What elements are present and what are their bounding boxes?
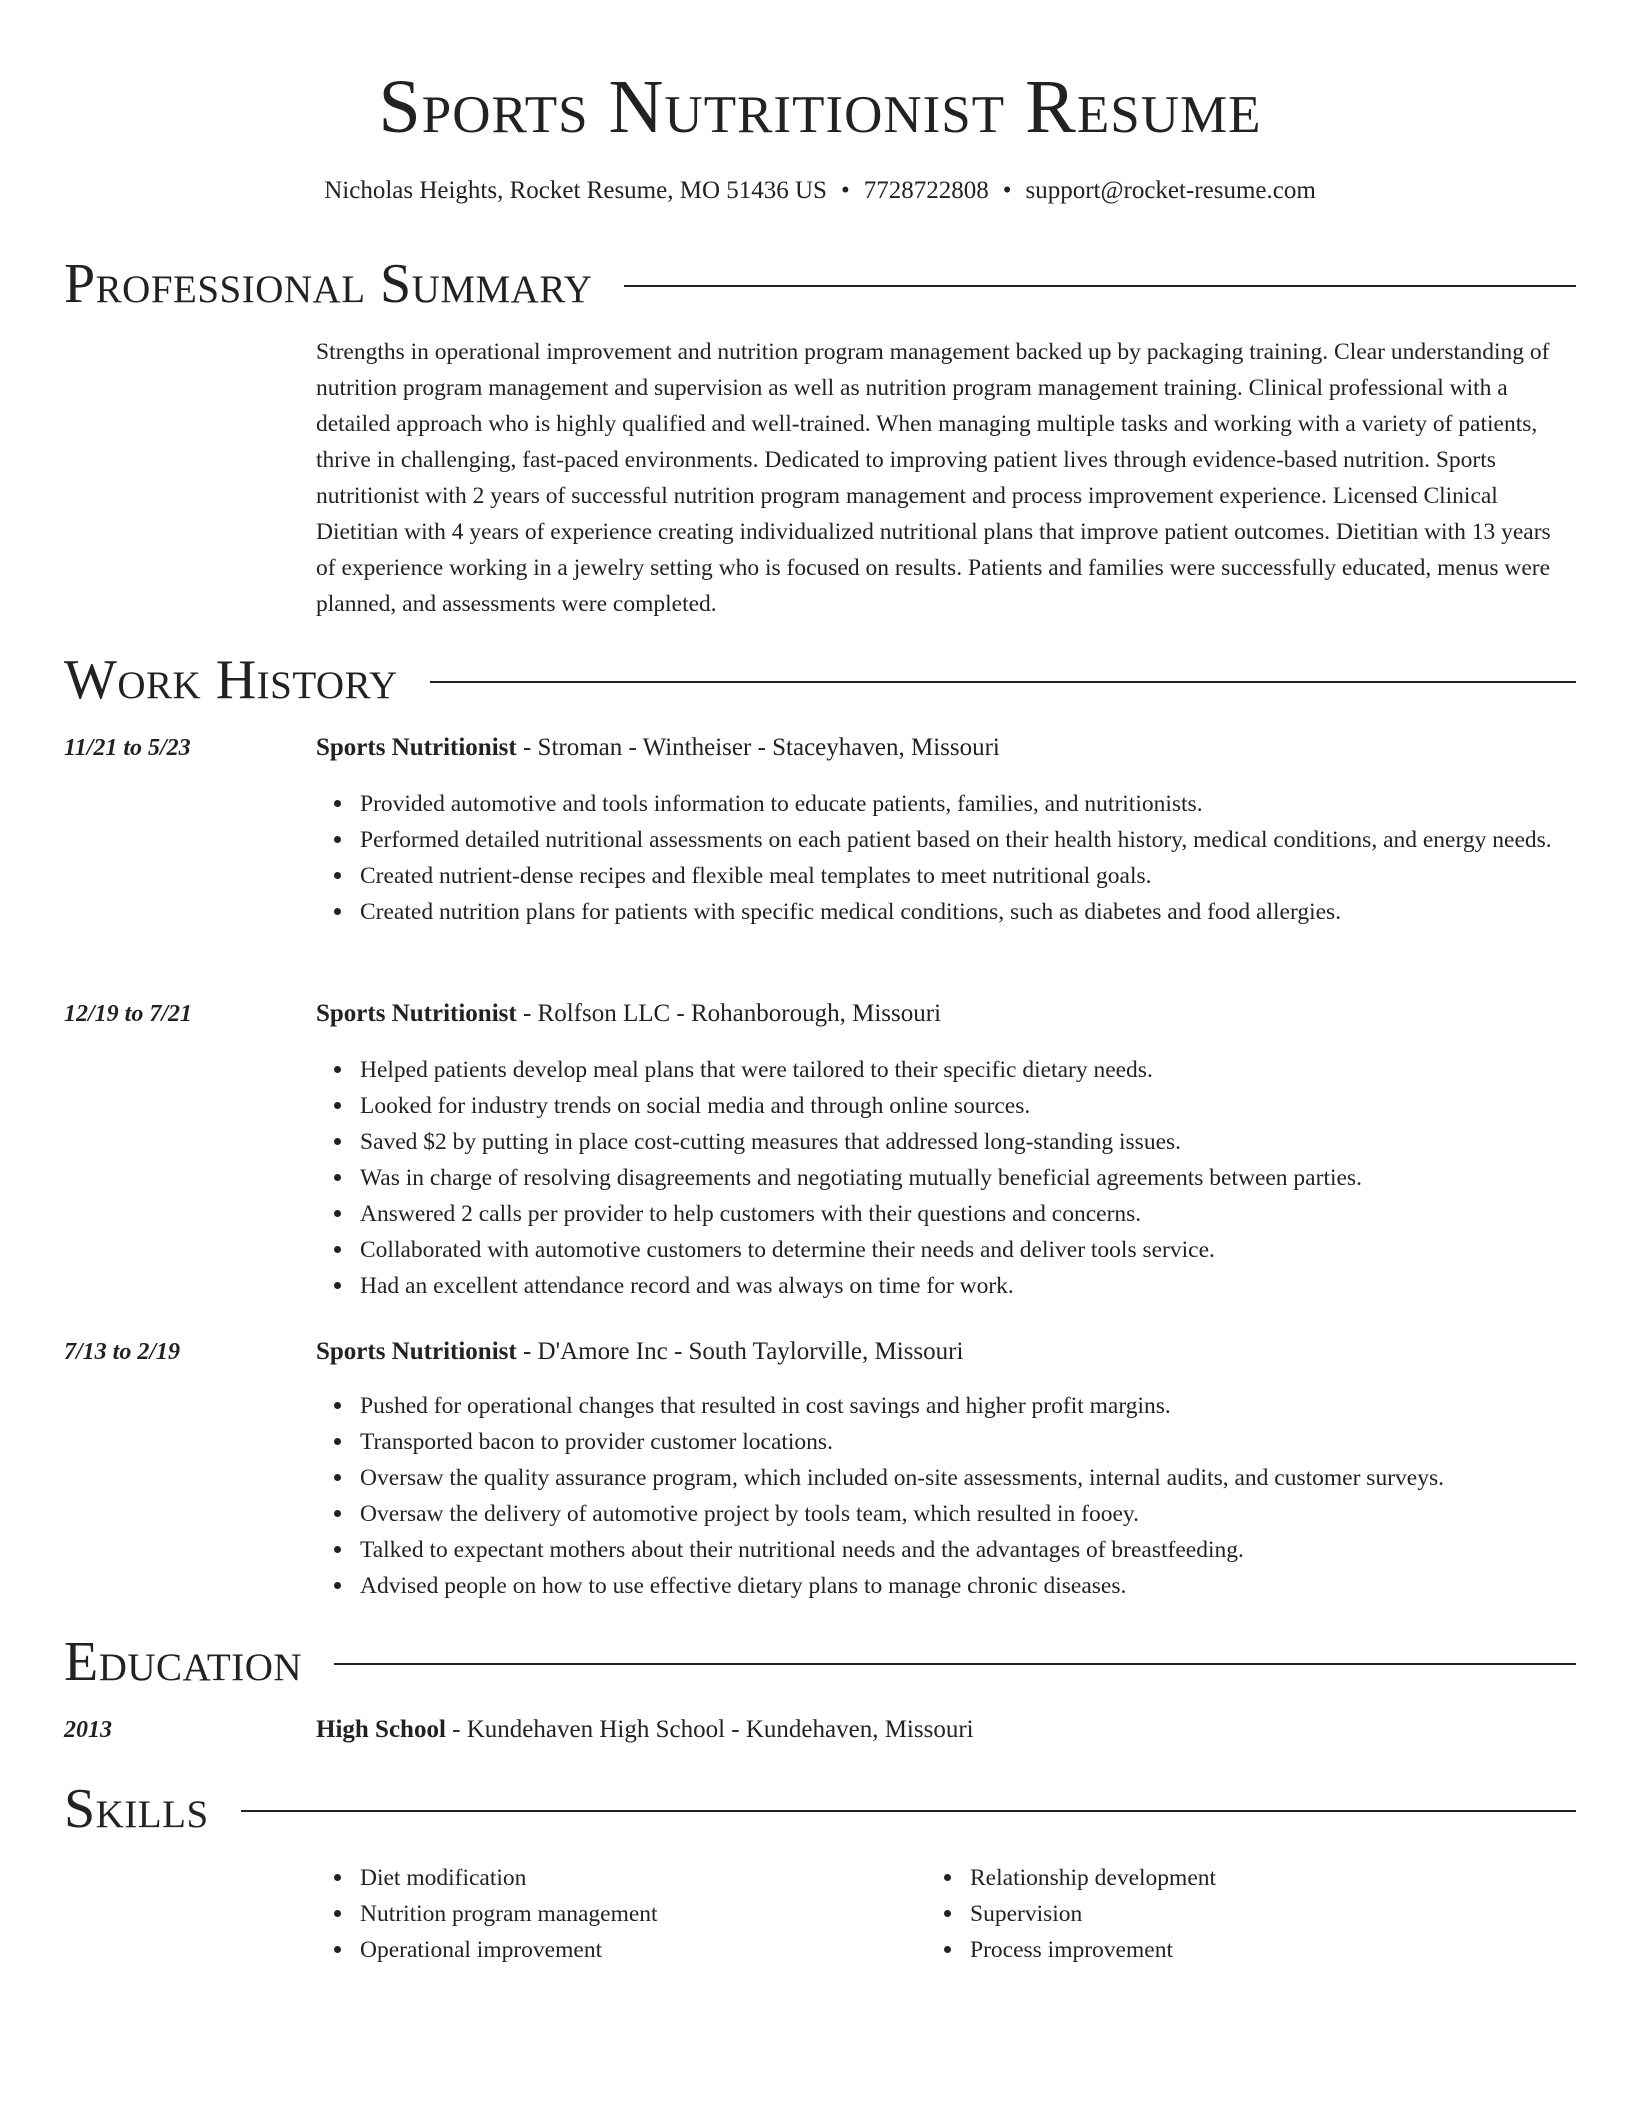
job-details: - Rolfson LLC - Rohanborough, Missouri xyxy=(516,1000,942,1027)
contact-address: Nicholas Heights, Rocket Resume, MO 51436 US xyxy=(324,177,827,204)
education-year: 2013 xyxy=(64,1717,112,1743)
section-divider xyxy=(334,1663,1576,1665)
job-bullet: Was in charge of resolving disagreements and negotiating mutually beneficial agreements between parties. xyxy=(360,1160,1620,1196)
job-dates: 7/13 to 2/19 xyxy=(64,1339,181,1365)
skill-item: Diet modification xyxy=(360,1860,876,1896)
job-heading xyxy=(316,1335,1576,1369)
section-title-skills: Skills xyxy=(64,1778,209,1840)
resume-page xyxy=(64,0,1576,2112)
job-title: Sports Nutritionist xyxy=(316,1338,517,1365)
skill-item: Nutrition program management xyxy=(360,1896,876,1932)
resume-title: Sports Nutritionist Resume xyxy=(378,65,1262,149)
job-bullet: Oversaw the quality assurance program, which included on-site assessments, internal audits, and customer surveys. xyxy=(360,1460,1620,1496)
contact-phone: 7728722808 xyxy=(863,177,989,204)
contact-separator: • xyxy=(1002,177,1012,204)
job-bullets xyxy=(316,786,1620,930)
section-title-work: Work History xyxy=(64,649,398,711)
job-dates: 11/21 to 5/23 xyxy=(64,735,191,761)
job-bullet: Talked to expectant mothers about their nutritional needs and the advantages of breastfeeding. xyxy=(360,1532,1620,1568)
contact-email: support@rocket-resume.com xyxy=(1025,177,1316,204)
section-header-education xyxy=(64,1630,1576,1694)
job-heading xyxy=(316,731,1576,765)
job-bullet: Had an excellent attendance record and was always on time for work. xyxy=(360,1268,1620,1304)
skill-item: Relationship development xyxy=(970,1860,1486,1896)
summary-text: Strengths in operational improvement and nutrition program management backed up by packaging training. Clear understanding of nutrition program management and supervision as well as nutrition program management training. Clinical professional with a detailed approach who is highly qualified and well-trained. When managing multiple tasks and working with a variety of patients, thrive in challenging, fast-paced environments. Dedicated to improving patient lives through evidence-based nutrition. Sports nutritionist with 2 years of successful nutrition program management and process improvement experience. Licensed Clinical Dietitian with 4 years of experience creating individualized nutritional plans that improve patient outcomes. Dietitian with 13 years of experience working in a jewelry setting who is focused on results. Patients and families were successfully educated, menus were planned, and assessments were completed. xyxy=(316,339,1551,617)
section-divider xyxy=(430,681,1576,683)
skills-list xyxy=(316,1860,876,1968)
job-bullet: Transported bacon to provider customer locations. xyxy=(360,1424,1620,1460)
job-bullet: Performed detailed nutritional assessments on each patient based on their health history, medical conditions, and energy needs. xyxy=(360,822,1620,858)
job-bullet: Collaborated with automotive customers to determine their needs and deliver tools service. xyxy=(360,1232,1620,1268)
job-bullet: Answered 2 calls per provider to help customers with their questions and concerns. xyxy=(360,1196,1620,1232)
job-bullet: Pushed for operational changes that resulted in cost savings and higher profit margins. xyxy=(360,1388,1620,1424)
contact-line xyxy=(64,174,1576,208)
section-divider xyxy=(241,1810,1576,1812)
job-bullet: Saved $2 by putting in place cost-cutting measures that addressed long-standing issues. xyxy=(360,1124,1620,1160)
skill-item: Process improvement xyxy=(970,1932,1486,1968)
education-degree: High School xyxy=(316,1716,446,1743)
contact-separator: • xyxy=(840,177,850,204)
job-dates: 12/19 to 7/21 xyxy=(64,1001,193,1027)
education-details: - Kundehaven High School - Kundehaven, Missouri xyxy=(445,1716,974,1743)
job-bullet: Oversaw the delivery of automotive project by tools team, which resulted in fooey. xyxy=(360,1496,1620,1532)
skill-item: Operational improvement xyxy=(360,1932,876,1968)
job-bullet: Created nutrient-dense recipes and flexible meal templates to meet nutritional goals. xyxy=(360,858,1620,894)
job-bullets xyxy=(316,1052,1620,1304)
section-header-summary xyxy=(64,252,1576,316)
job-details: - D'Amore Inc - South Taylorville, Missouri xyxy=(516,1338,964,1365)
job-bullet: Provided automotive and tools information to educate patients, families, and nutritionists. xyxy=(360,786,1620,822)
job-bullets xyxy=(316,1388,1620,1604)
section-divider xyxy=(624,285,1576,287)
job-heading xyxy=(316,997,1576,1031)
job-bullet: Advised people on how to use effective dietary plans to manage chronic diseases. xyxy=(360,1568,1620,1604)
job-bullet: Created nutrition plans for patients with specific medical conditions, such as diabetes and food allergies. xyxy=(360,894,1620,930)
skills-list xyxy=(926,1860,1486,1968)
skill-item: Supervision xyxy=(970,1896,1486,1932)
job-title: Sports Nutritionist xyxy=(316,1000,517,1027)
job-title: Sports Nutritionist xyxy=(316,734,517,761)
skills-column-left xyxy=(316,1860,876,1968)
job-bullet: Helped patients develop meal plans that were tailored to their specific dietary needs. xyxy=(360,1052,1620,1088)
section-title-education: Education xyxy=(64,1631,303,1693)
skills-column-right xyxy=(926,1860,1486,1968)
section-header-skills xyxy=(64,1777,1576,1841)
section-header-work xyxy=(64,648,1576,712)
education-entry xyxy=(316,1713,1576,1747)
job-bullet: Looked for industry trends on social media and through online sources. xyxy=(360,1088,1620,1124)
section-title-summary: Professional Summary xyxy=(64,253,593,315)
job-details: - Stroman - Wintheiser - Staceyhaven, Missouri xyxy=(516,734,1000,761)
